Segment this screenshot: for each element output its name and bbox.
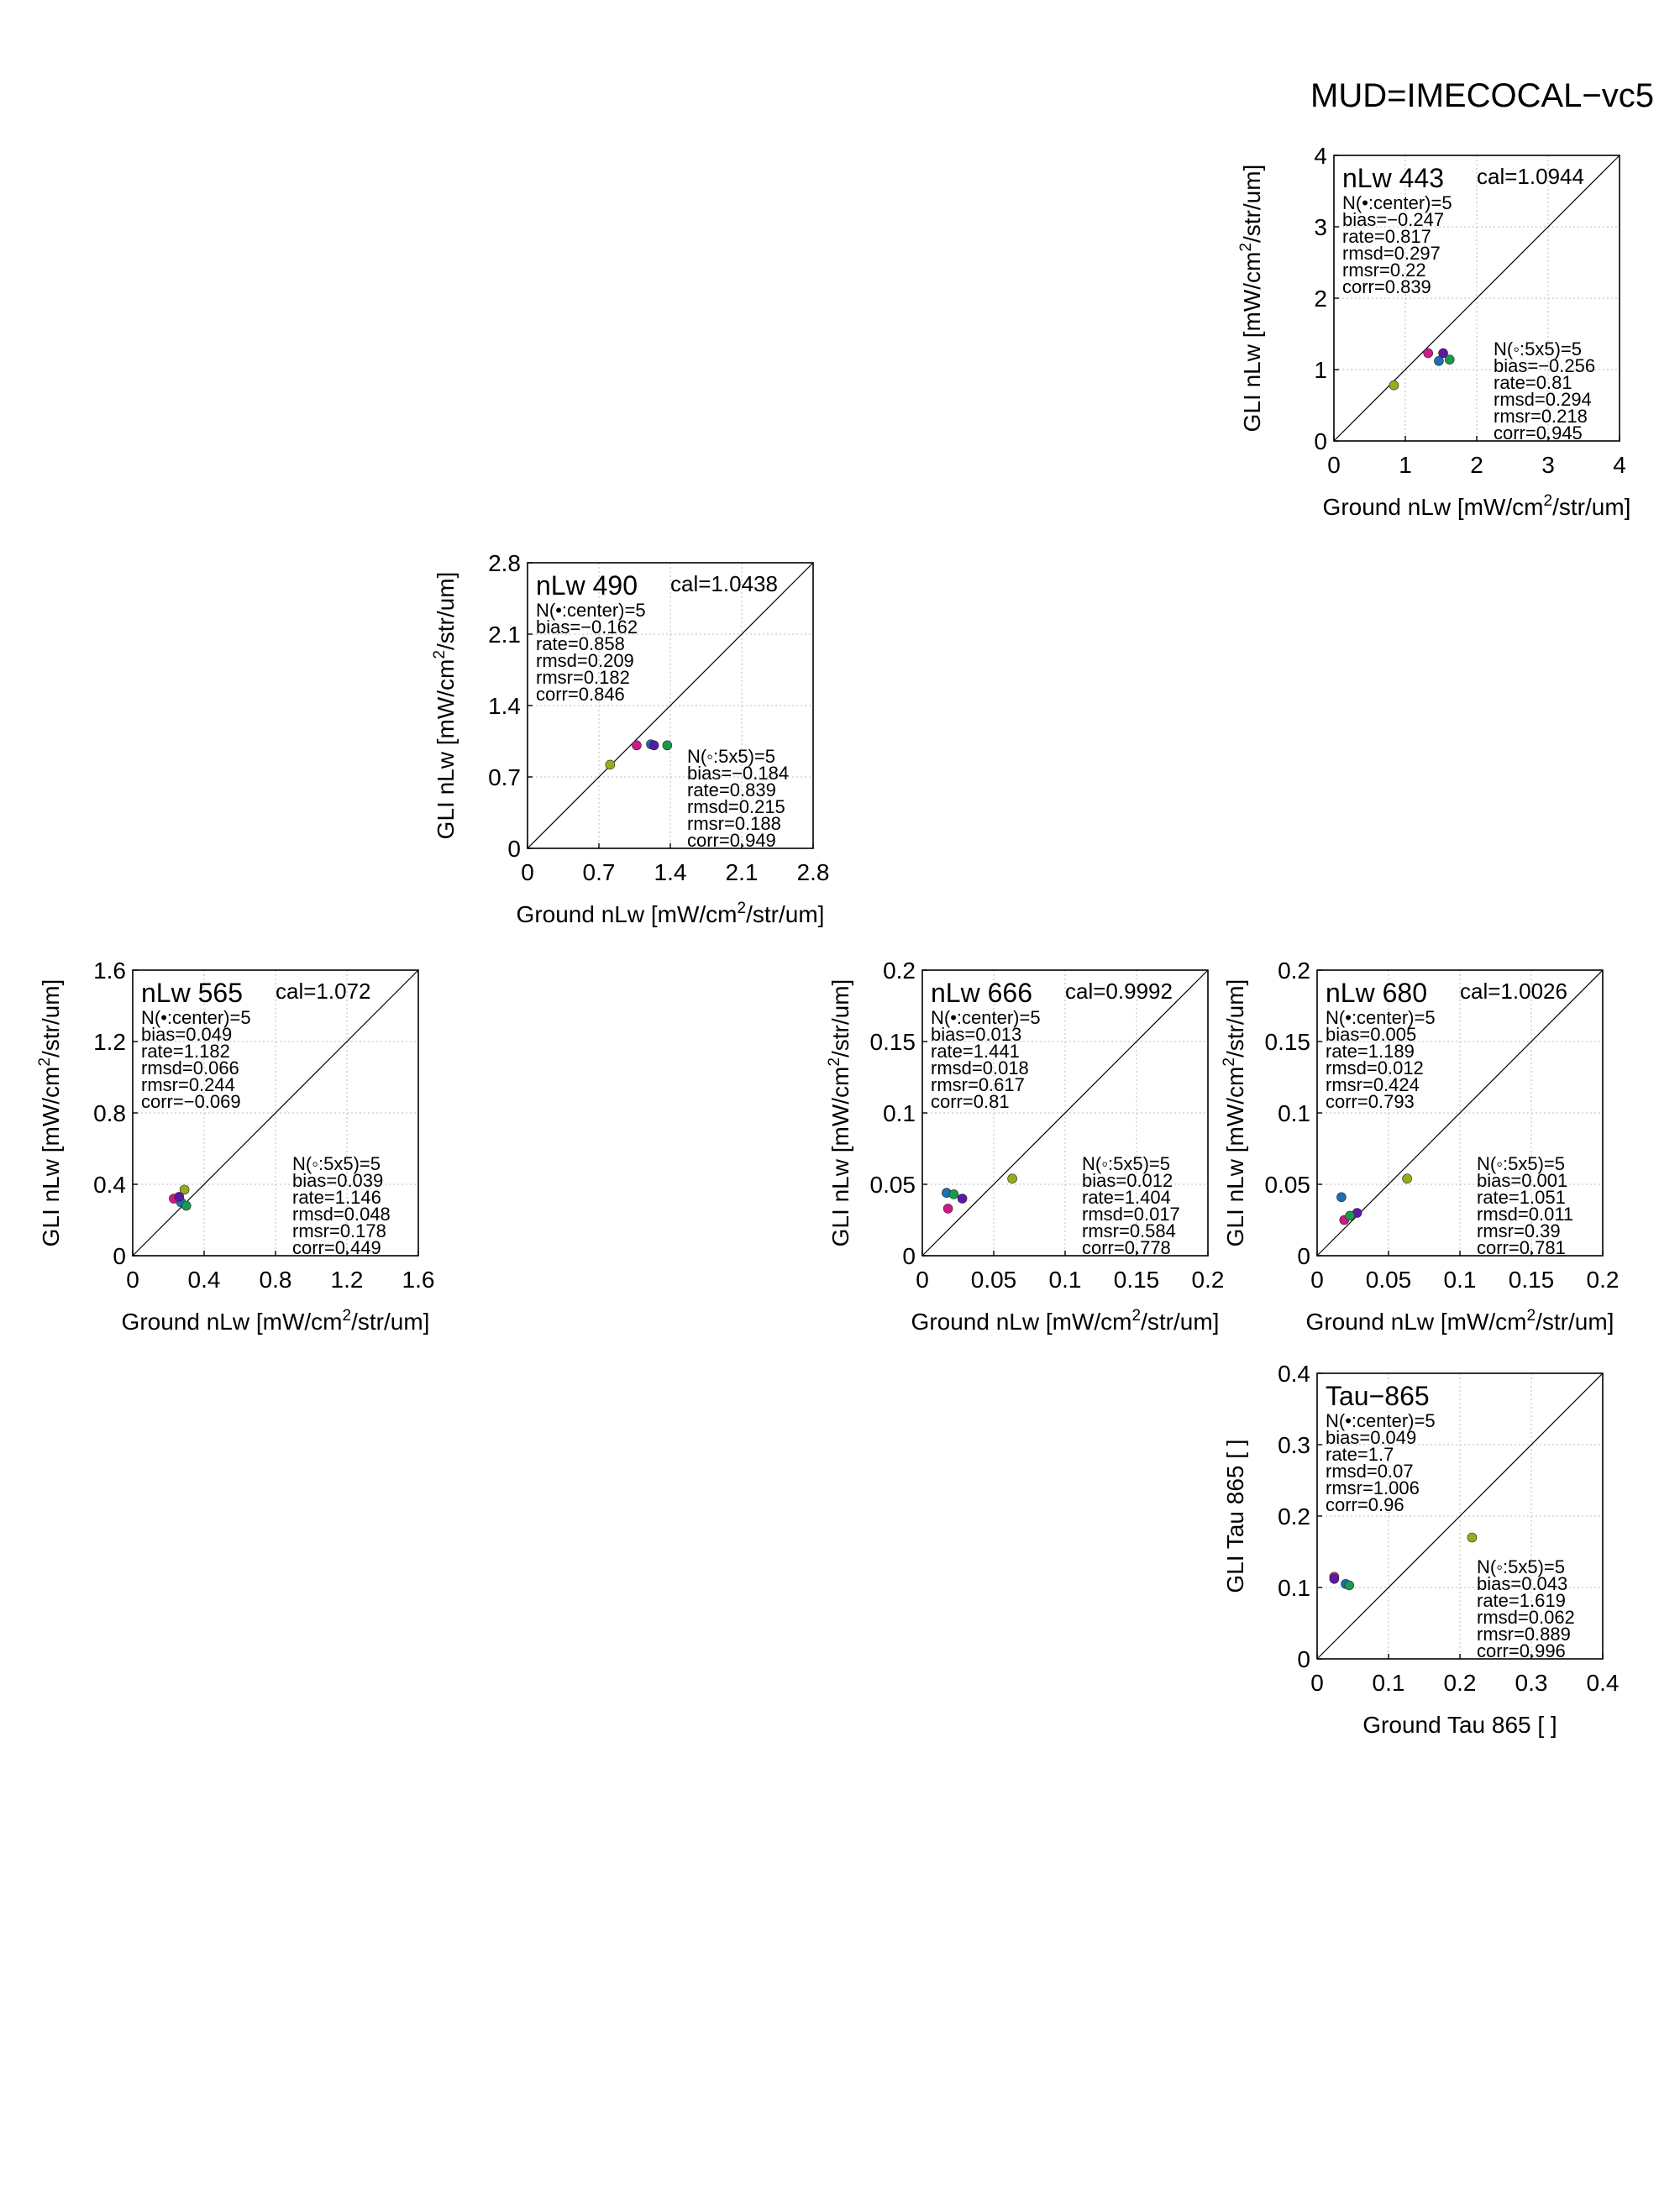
stats-center-line: corr=0.81 [931,1091,1010,1112]
stats-center-line: rate=1.7 [1326,1444,1394,1465]
stats-box-line: rate=1.404 [1082,1187,1171,1208]
x-tick-label: 0 [126,1267,139,1293]
stats-box-line: bias=−0.256 [1494,355,1596,376]
y-tick-label: 0.4 [93,1172,126,1198]
x-tick-label: 0.4 [1586,1670,1620,1696]
stats-box-line: rate=1.619 [1477,1590,1566,1611]
x-tick-label: 1.2 [330,1267,364,1293]
stats-center-line: rmsr=0.182 [536,667,630,688]
chart-svg [1222,1344,1680,1764]
y-tick-label: 2.8 [488,550,521,576]
data-point [181,1201,191,1210]
data-point [1330,1574,1339,1583]
x-tick-label: 1.4 [654,859,687,885]
stats-center-line: N(•:center)=5 [1326,1007,1436,1028]
stats-center-line: N(•:center)=5 [1342,192,1452,213]
stats-center-line: rmsd=0.209 [536,650,634,671]
stats-box-line: rmsd=0.011 [1477,1204,1574,1225]
y-tick-label: 1.2 [93,1029,126,1055]
stats-center-line: rmsd=0.018 [931,1057,1029,1078]
data-point [1345,1581,1354,1590]
stats-box-line: rmsd=0.215 [687,796,785,817]
stats-box-line: corr=0.449 [292,1237,381,1258]
calibration-label: cal=1.0438 [670,571,778,596]
stats-box-line: rate=1.146 [292,1187,381,1208]
chart-svg [1220,941,1680,1361]
data-point [949,1189,958,1199]
stats-box-line: rmsr=0.188 [687,813,781,834]
stats-box-line: corr=0.996 [1477,1640,1566,1661]
x-tick-label: 2.8 [796,859,830,885]
x-tick-label: 0.1 [1372,1670,1405,1696]
calibration-label: cal=0.9992 [1065,979,1173,1004]
panel-nlw-680 [1220,941,1680,1361]
x-axis-label: Ground Tau 865 [ ] [1362,1712,1557,1738]
y-tick-label: 0.2 [883,958,916,984]
x-tick-label: 0 [1310,1267,1324,1293]
x-tick-label: 0.3 [1515,1670,1548,1696]
stats-center-line: corr=0.793 [1326,1091,1415,1112]
x-tick-label: 0 [916,1267,929,1293]
y-tick-label: 0.8 [93,1100,126,1126]
panel-title: nLw 565 [141,978,243,1008]
stats-box-line: rate=0.81 [1494,372,1572,393]
data-point [1389,380,1399,390]
calibration-label: cal=1.0026 [1460,979,1567,1004]
x-tick-label: 0 [1310,1670,1324,1696]
stats-box-line: N(◦:5x5)=5 [687,746,776,767]
y-axis-label: GLI nLw $[mW/cm^2/str/um]$ [1220,979,1248,1247]
stats-box-line: corr=0.778 [1082,1237,1171,1258]
stats-box-line: rmsd=0.062 [1477,1607,1575,1628]
stats-box-line: rate=1.051 [1477,1187,1566,1208]
stats-center-line: bias=−0.247 [1342,209,1445,230]
stats-center-line: rate=1.189 [1326,1041,1415,1062]
chart-svg [1236,126,1680,546]
calibration-label: cal=1.072 [276,979,371,1004]
x-tick-label: 0.4 [187,1267,221,1293]
y-tick-label: 1.4 [488,693,521,719]
stats-center-line: rate=1.182 [141,1041,230,1062]
stats-center-line: rmsd=0.07 [1326,1461,1414,1482]
x-tick-label: 2.1 [725,859,759,885]
stats-box-line: rate=0.839 [687,779,776,800]
y-axis-label: GLI nLw $[mW/cm^2/str/um]$ [825,979,853,1247]
y-tick-label: 0 [113,1243,126,1269]
data-point [1336,1193,1346,1202]
y-tick-label: 0 [507,836,521,862]
data-point [606,760,615,769]
y-tick-label: 2 [1314,286,1327,312]
stats-box-line: bias=0.012 [1082,1170,1173,1191]
stats-center-line: rmsr=0.244 [141,1074,235,1095]
y-tick-label: 0 [1314,428,1327,454]
panel-title: nLw 680 [1326,978,1427,1008]
y-tick-label: 0.15 [869,1029,916,1055]
stats-center-line: N(•:center)=5 [1326,1410,1436,1431]
stats-center-line: rmsr=0.424 [1326,1074,1420,1095]
y-tick-label: 0.15 [1264,1029,1310,1055]
stats-box-line: rmsd=0.017 [1082,1204,1180,1225]
stats-center-line: corr=0.846 [536,684,625,705]
y-tick-label: 0 [1297,1646,1310,1672]
calibration-label: cal=1.0944 [1477,164,1584,189]
x-axis-label: Ground nLw $[mW/cm^2/str/um]$ [911,1306,1220,1335]
data-point [1467,1533,1477,1542]
stats-box-line: rmsr=0.584 [1082,1220,1176,1241]
x-tick-label: 0.15 [1508,1267,1555,1293]
stats-box-line: N(◦:5x5)=5 [292,1153,381,1174]
y-tick-label: 0 [1297,1243,1310,1269]
x-tick-label: 0 [1327,452,1341,478]
stats-center-line: corr=0.96 [1326,1494,1404,1515]
y-tick-label: 0.7 [488,764,521,790]
stats-center-line: corr=−0.069 [141,1091,241,1112]
stats-box-line: N(◦:5x5)=5 [1477,1153,1566,1174]
panel-nlw-443 [1236,126,1680,546]
x-tick-label: 0.2 [1586,1267,1620,1293]
stats-center-line: rmsd=0.012 [1326,1057,1424,1078]
y-axis-label: GLI nLw $[mW/cm^2/str/um]$ [430,571,459,840]
y-tick-label: 0.2 [1278,1503,1310,1530]
y-tick-label: 0.1 [883,1100,916,1126]
x-axis-label: Ground nLw $[mW/cm^2/str/um]$ [516,899,825,927]
y-axis-label: GLI nLw $[mW/cm^2/str/um]$ [1236,164,1265,433]
y-tick-label: 0.1 [1278,1575,1310,1601]
x-tick-label: 0.1 [1048,1267,1082,1293]
stats-center-line: bias=0.005 [1326,1024,1417,1045]
panel-tau-865 [1222,1344,1680,1764]
stats-box-line: rmsd=0.294 [1494,389,1592,410]
stats-box-line: corr=0.949 [687,830,776,851]
x-axis-label: Ground nLw $[mW/cm^2/str/um]$ [1305,1306,1614,1335]
stats-center-line: rmsr=0.22 [1342,260,1426,281]
chart-svg [430,533,907,953]
y-tick-label: 0.4 [1278,1361,1310,1387]
data-point [1403,1174,1412,1183]
data-point [1424,349,1433,358]
x-tick-label: 2 [1470,452,1483,478]
stats-center-line: rate=0.858 [536,633,625,654]
panel-nlw-565 [35,941,512,1361]
y-tick-label: 0.05 [869,1172,916,1198]
stats-center-line: N(•:center)=5 [141,1007,251,1028]
stats-box-line: rmsr=0.889 [1477,1624,1571,1645]
x-tick-label: 0.2 [1191,1267,1225,1293]
stats-box-line: corr=0.945 [1494,422,1583,443]
x-tick-label: 4 [1613,452,1626,478]
data-point [175,1192,184,1201]
x-axis-label: Ground nLw $[mW/cm^2/str/um]$ [121,1306,430,1335]
data-point [1008,1174,1017,1183]
stats-center-line: rmsd=0.066 [141,1057,239,1078]
panel-nlw-490 [430,533,907,953]
x-tick-label: 1 [1399,452,1412,478]
y-tick-label: 0.2 [1278,958,1310,984]
stats-box-line: corr=0.781 [1477,1237,1566,1258]
stats-box-line: N(◦:5x5)=5 [1477,1556,1566,1577]
stats-center-line: bias=0.013 [931,1024,1022,1045]
panel-title: nLw 666 [931,978,1032,1008]
stats-center-line: bias=0.049 [141,1024,233,1045]
stats-center-line: rmsd=0.297 [1342,243,1441,264]
stats-box-line: bias=0.001 [1477,1170,1568,1191]
x-tick-label: 1.6 [402,1267,435,1293]
y-tick-label: 3 [1314,214,1327,240]
stats-center-line: bias=−0.162 [536,617,638,638]
x-axis-label: Ground nLw $[mW/cm^2/str/um]$ [1322,491,1631,520]
y-tick-label: 4 [1314,143,1327,169]
y-tick-label: 1 [1314,357,1327,383]
x-tick-label: 0.1 [1443,1267,1477,1293]
y-tick-label: 2.1 [488,622,521,648]
stats-box-line: N(◦:5x5)=5 [1082,1153,1171,1174]
stats-center-line: rmsr=0.617 [931,1074,1025,1095]
x-tick-label: 0.05 [1365,1267,1412,1293]
stats-box-line: bias=0.043 [1477,1573,1568,1594]
x-tick-label: 0.7 [582,859,616,885]
y-axis-label: GLI Tau 865 [ ] [1222,1439,1248,1593]
data-point [663,741,672,750]
data-point [1445,355,1454,365]
stats-center-line: N(•:center)=5 [536,600,646,621]
stats-box-line: rmsr=0.178 [292,1220,386,1241]
data-point [632,741,641,750]
x-tick-label: 0 [521,859,534,885]
data-point [958,1194,967,1204]
stats-center-line: rate=1.441 [931,1041,1020,1062]
stats-center-line: bias=0.049 [1326,1427,1417,1448]
stats-box-line: N(◦:5x5)=5 [1494,338,1583,359]
panel-title: nLw 490 [536,570,638,601]
y-tick-label: 0.3 [1278,1432,1310,1458]
data-point [1346,1211,1355,1220]
stats-box-line: bias=−0.184 [687,763,790,784]
x-tick-label: 0.2 [1443,1670,1477,1696]
y-tick-label: 0 [902,1243,916,1269]
stats-box-line: rmsd=0.048 [292,1204,391,1225]
stats-center-line: rate=0.817 [1342,226,1431,247]
x-tick-label: 0.05 [970,1267,1017,1293]
y-tick-label: 0.1 [1278,1100,1310,1126]
data-point [649,741,659,750]
stats-center-line: N(•:center)=5 [931,1007,1041,1028]
page-title: MUD=IMECOCAL−vc5 [1310,77,1654,114]
x-tick-label: 3 [1541,452,1555,478]
panel-title: Tau−865 [1326,1381,1430,1411]
stats-box-line: rmsr=0.218 [1494,406,1588,427]
chart-svg [35,941,512,1361]
y-tick-label: 1.6 [93,958,126,984]
y-axis-label: GLI nLw $[mW/cm^2/str/um]$ [35,979,64,1247]
x-tick-label: 0.8 [259,1267,292,1293]
x-tick-label: 0.15 [1113,1267,1160,1293]
stats-box-line: rmsr=0.39 [1477,1220,1561,1241]
data-point [943,1204,953,1213]
stats-center-line: rmsr=1.006 [1326,1477,1420,1498]
y-tick-label: 0.05 [1264,1172,1310,1198]
stats-box-line: bias=0.039 [292,1170,384,1191]
panel-title: nLw 443 [1342,163,1444,193]
stats-center-line: corr=0.839 [1342,276,1431,297]
